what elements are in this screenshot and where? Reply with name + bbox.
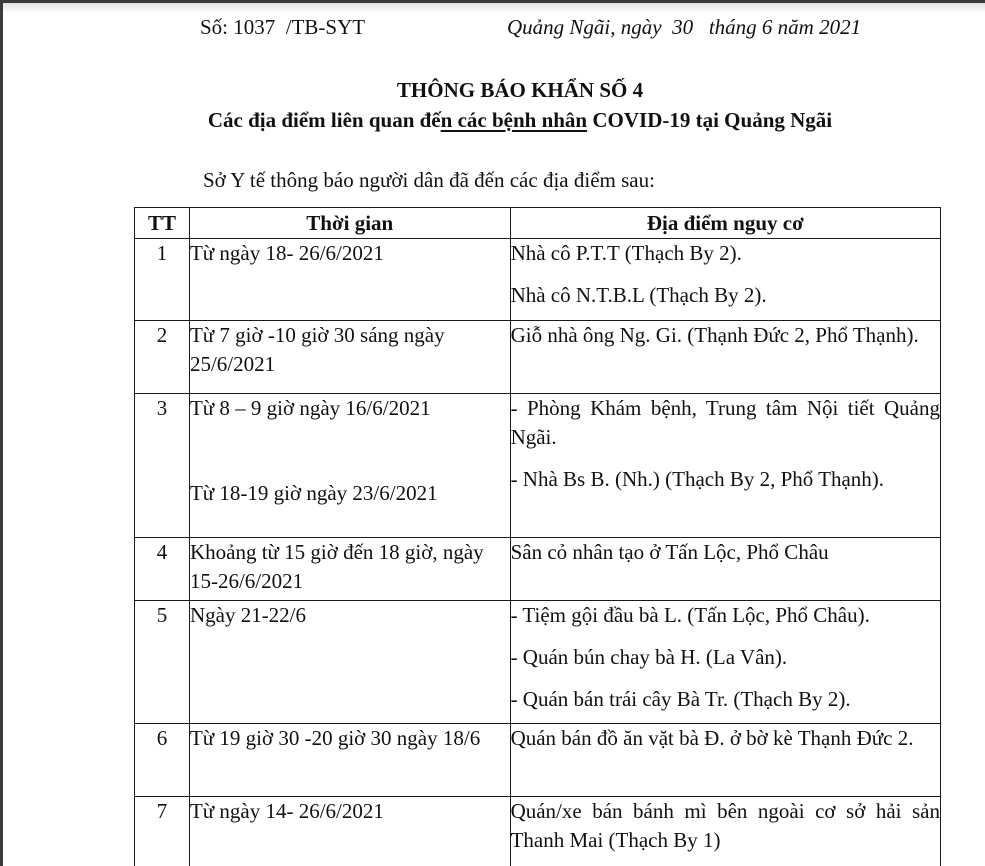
row-number: 6 bbox=[135, 724, 190, 797]
row-place bbox=[510, 394, 940, 538]
place-text: Sân cỏ nhân tạo ở Tấn Lộc, Phổ Châu bbox=[510, 540, 829, 564]
time-text: Khoảng từ 15 giờ đến 18 giờ, ngày 15-26/6/2021 bbox=[189, 540, 484, 593]
row-number: 5 bbox=[135, 601, 190, 724]
row-place bbox=[510, 724, 940, 797]
row-number: 4 bbox=[135, 538, 190, 601]
row-time bbox=[189, 321, 510, 394]
time-text: Từ 8 – 9 giờ ngày 16/6/2021 bbox=[189, 396, 431, 420]
subtitle-suffix: COVID-19 tại Quảng Ngãi bbox=[587, 108, 833, 132]
risk-locations-table bbox=[134, 207, 941, 866]
row-place bbox=[510, 797, 940, 866]
time-text: Từ 19 giờ 30 -20 giờ 30 ngày 18/6 bbox=[189, 726, 481, 750]
header-place: Địa điểm nguy cơ bbox=[510, 208, 940, 239]
row-time bbox=[189, 239, 510, 321]
time-text: Từ 7 giờ -10 giờ 30 sáng ngày 25/6/2021 bbox=[189, 323, 445, 376]
document-number: Số: 1037 /TB-SYT bbox=[200, 15, 366, 39]
row-number: 7 bbox=[135, 797, 190, 866]
place-text: Nhà cô N.T.B.L (Thạch By 2). bbox=[510, 283, 767, 307]
place-text: - Nhà Bs B. (Nh.) (Thạch By 2, Phổ Thạnh). bbox=[510, 467, 885, 491]
row-time bbox=[189, 797, 510, 866]
row-time bbox=[189, 394, 510, 538]
place-text: Nhà cô P.T.T (Thạch By 2). bbox=[510, 241, 742, 265]
time-text: Từ 18-19 giờ ngày 23/6/2021 bbox=[189, 481, 438, 505]
row-time bbox=[189, 538, 510, 601]
row-number: 2 bbox=[135, 321, 190, 394]
table-header-row bbox=[135, 208, 941, 239]
row-place bbox=[510, 538, 940, 601]
place-text: - Quán bán trái cây Bà Tr. (Thạch By 2). bbox=[510, 687, 851, 711]
row-time bbox=[189, 724, 510, 797]
subtitle-underlined: n các bệnh nhân bbox=[440, 108, 588, 132]
notice-subtitle bbox=[3, 108, 985, 133]
place-text: Giỗ nhà ông Ng. Gi. (Thạnh Đức 2, Phổ Thạnh). bbox=[510, 323, 919, 347]
header-tt: TT bbox=[135, 208, 190, 239]
spacer bbox=[190, 423, 510, 479]
table-row bbox=[135, 797, 941, 866]
time-text: Từ ngày 14- 26/6/2021 bbox=[189, 799, 384, 823]
subtitle-prefix: Các địa điểm liên quan đế bbox=[207, 108, 441, 132]
table-row bbox=[135, 538, 941, 601]
intro-text: Sở Y tế thông báo người dân đã đến các địa điểm sau: bbox=[203, 168, 655, 192]
table-row bbox=[135, 321, 941, 394]
table-row bbox=[135, 394, 941, 538]
notice-title: THÔNG BÁO KHẨN SỐ 4 bbox=[396, 78, 644, 102]
row-place bbox=[510, 601, 940, 724]
place-text: Quán/xe bán bánh mì bên ngoài cơ sở hải sản Thanh Mai (Thạch By 1) bbox=[510, 799, 940, 852]
row-number: 1 bbox=[135, 239, 190, 321]
table-row bbox=[135, 239, 941, 321]
header-time: Thời gian bbox=[189, 208, 510, 239]
place-text: Quán bán đồ ăn vặt bà Đ. ở bờ kè Thạnh Đức 2. bbox=[510, 726, 914, 750]
row-number: 3 bbox=[135, 394, 190, 538]
table-row bbox=[135, 724, 941, 797]
place-text: - Tiệm gội đầu bà L. (Tấn Lộc, Phổ Châu). bbox=[510, 603, 870, 627]
row-time bbox=[189, 601, 510, 724]
document-viewport[interactable] bbox=[3, 3, 985, 866]
place-text: - Phòng Khám bệnh, Trung tâm Nội tiết Quảng Ngãi. bbox=[510, 396, 940, 449]
row-place bbox=[510, 321, 940, 394]
time-text: Ngày 21-22/6 bbox=[189, 603, 307, 627]
table-row bbox=[135, 601, 941, 724]
time-text: Từ ngày 18- 26/6/2021 bbox=[189, 241, 384, 265]
document-page bbox=[3, 3, 985, 866]
place-text: - Quán bún chay bà H. (La Vân). bbox=[510, 645, 788, 669]
row-place bbox=[510, 239, 940, 321]
place-and-date: Quảng Ngãi, ngày 30 tháng 6 năm 2021 bbox=[507, 15, 862, 39]
